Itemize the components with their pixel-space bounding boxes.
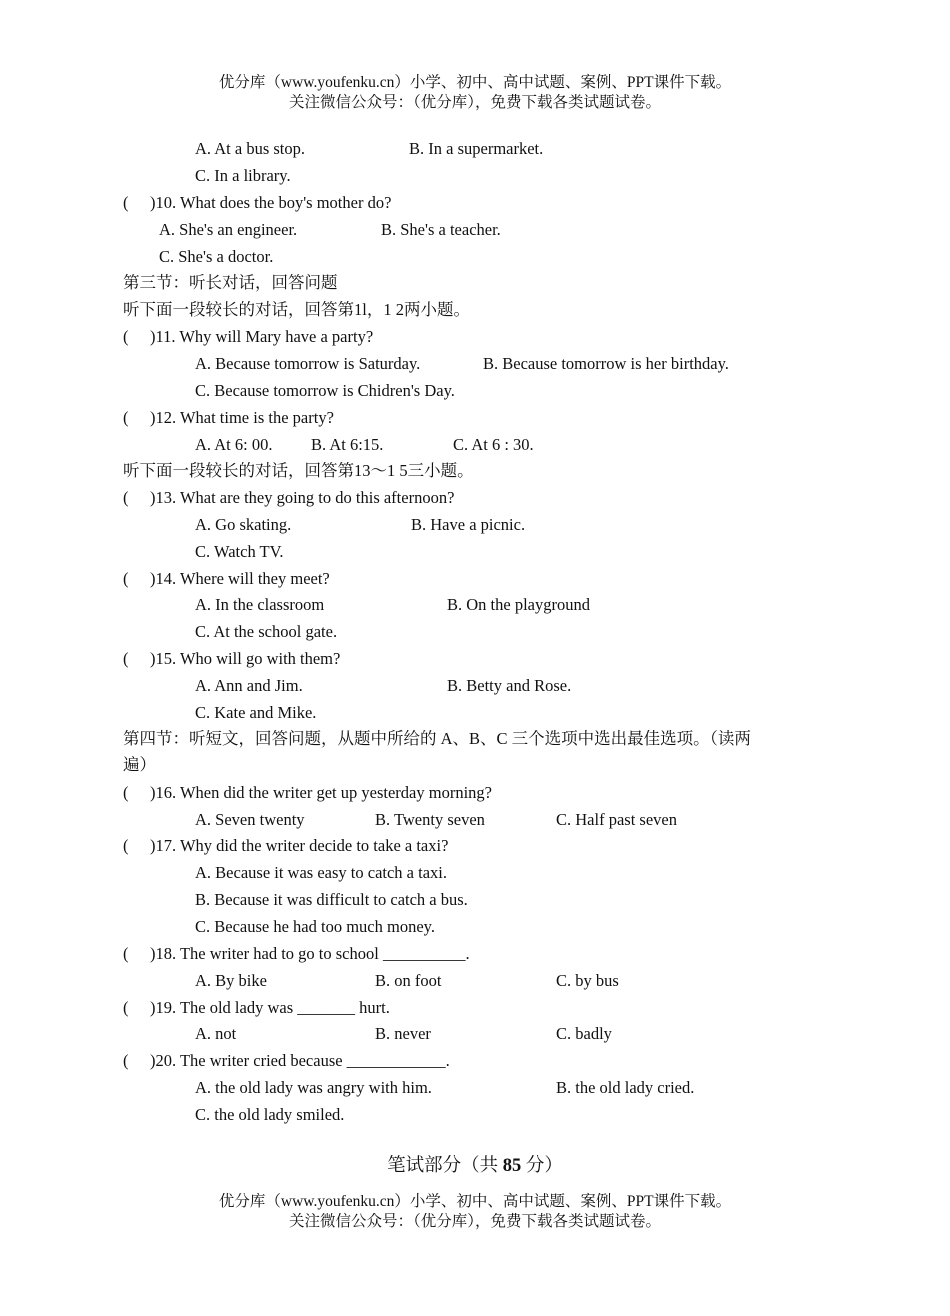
q16-question: )16. When did the writer get up yesterday morning? [150,783,492,802]
q13-option-b: B. Have a picnic. [411,515,526,534]
header-line-1: 优分库（www.youfenku.cn）小学、初中、高中试题、案例、PPT课件下载。 [218,74,732,91]
q19-option-c: C. badly [556,1024,612,1043]
footer-line-1: 优分库（www.youfenku.cn）小学、初中、高中试题、案例、PPT课件下载。 [218,1193,732,1210]
q18-option-b: B. on foot [375,971,442,990]
q20-option-c: C. the old lady smiled. [195,1105,345,1124]
q19-option-a: A. not [195,1024,237,1043]
q11-question: )11. Why will Mary have a party? [150,327,374,346]
q17-option-b: B. Because it was difficult to catch a bus. [195,890,468,909]
q10-option-b: B. She's a teacher. [381,220,501,239]
q9-option-b: B. In a supermarket. [409,139,544,158]
section3-instruction-1: 听下面一段较长的对话，回答第1l，1 2两小题。 [123,300,470,319]
q13-answer-bracket: ( [123,488,129,507]
q11-option-c: C. Because tomorrow is Chidren's Day. [195,381,455,400]
q17-option-a: A. Because it was easy to catch a taxi. [195,863,447,882]
q19-question: )19. The old lady was _______ hurt. [150,998,390,1017]
written-part-suffix: 分） [521,1156,563,1176]
q17-answer-bracket: ( [123,836,129,855]
written-part-title [0,1156,950,1176]
q15-question: )15. Who will go with them? [150,649,341,668]
q14-option-a: A. In the classroom [195,595,325,614]
q11-answer-bracket: ( [123,327,129,346]
q20-option-a: A. the old lady was angry with him. [195,1078,432,1097]
q20-option-b: B. the old lady cried. [556,1078,695,1097]
q12-option-a: A. At 6: 00. [195,435,273,454]
q17-option-c: C. Because he had too much money. [195,917,435,936]
q15-option-a: A. Ann and Jim. [195,676,303,695]
written-part-prefix: 笔试部分（共 [387,1156,503,1176]
section4-title: 第四节：听短文，回答问题，从题中所给的 A、B、C 三个选项中选出最佳选项。（读两 [123,729,751,748]
q16-option-c: C. Half past seven [556,810,677,829]
q19-option-b: B. never [375,1024,431,1043]
q12-option-c: C. At 6 : 30. [453,435,534,454]
q17-question: )17. Why did the writer decide to take a taxi? [150,836,449,855]
q9-option-a: A. At a bus stop. [195,139,306,158]
q20-question: )20. The writer cried because ____________. [150,1051,450,1070]
q10-option-c: C. She's a doctor. [159,247,274,266]
q15-answer-bracket: ( [123,649,129,668]
q11-option-b: B. Because tomorrow is her birthday. [483,354,729,373]
q16-option-a: A. Seven twenty [195,810,305,829]
written-part-score: 85 [502,1156,522,1176]
q15-option-b: B. Betty and Rose. [447,676,572,695]
q13-option-c: C. Watch TV. [195,542,284,561]
q9-option-c: C. In a library. [195,166,291,185]
q15-option-c: C. Kate and Mike. [195,703,317,722]
q12-option-b: B. At 6:15. [311,435,384,454]
q14-option-c: C. At the school gate. [195,622,338,641]
q12-answer-bracket: ( [123,408,129,427]
q18-answer-bracket: ( [123,944,129,963]
q19-answer-bracket: ( [123,998,129,1017]
q20-answer-bracket: ( [123,1051,129,1070]
footer-line-2: 关注微信公众号：（优分库），免费下载各类试题试卷。 [288,1213,661,1230]
q10-answer-bracket: ( [123,193,129,212]
q18-option-a: A. By bike [195,971,267,990]
q14-answer-bracket: ( [123,569,129,588]
section3-title: 第三节：听长对话，回答问题 [123,273,338,292]
q13-question: )13. What are they going to do this afternoon? [150,488,455,507]
q18-option-c: C. by bus [556,971,619,990]
section3-instruction-2: 听下面一段较长的对话，回答第13～1 5三小题。 [123,461,474,480]
header-line-2: 关注微信公众号：（优分库），免费下载各类试题试卷。 [288,94,661,111]
q12-question: )12. What time is the party? [150,408,334,427]
q11-option-a: A. Because tomorrow is Saturday. [195,354,421,373]
q16-answer-bracket: ( [123,783,129,802]
q16-option-b: B. Twenty seven [375,810,485,829]
q18-question: )18. The writer had to go to school __________. [150,944,470,963]
q14-option-b: B. On the playground [447,595,590,614]
q10-question: )10. What does the boy's mother do? [150,193,392,212]
q14-question: )14. Where will they meet? [150,569,330,588]
q13-option-a: A. Go skating. [195,515,292,534]
q10-option-a: A. She's an engineer. [159,220,298,239]
section4-title-continued: 遍） [123,755,156,774]
